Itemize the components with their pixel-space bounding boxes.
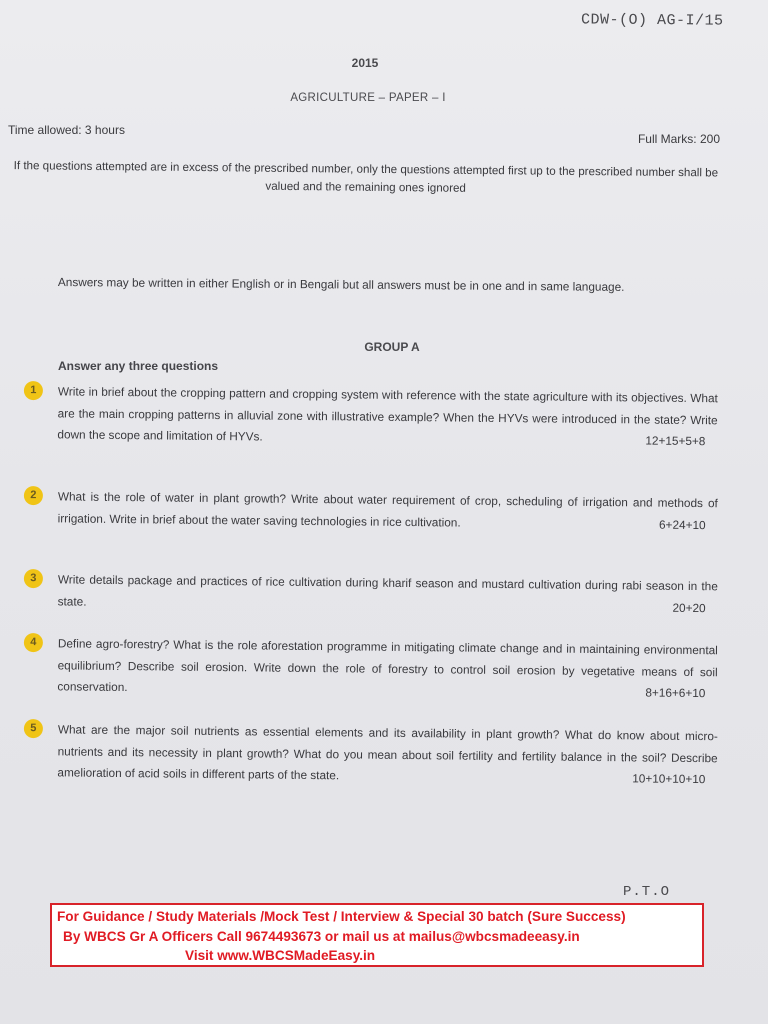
promo-line-2: By WBCS Gr A Officers Call 9674493673 or mail us at mailus@wbcsmadeeasy.in	[63, 928, 580, 944]
group-instruction: Answer any three questions	[58, 359, 219, 373]
question-1	[23, 381, 718, 453]
question-text: What are the major soil nutrients as essential elements and its availability in plant growth? What do know about micro-nutrients and its necessity in plant growth? What do you mean about soil fertility and fertility balance in the soil? Describe amelioration of acid soils in different parts of the state. 10+10+10+10	[57, 719, 718, 790]
time-allowed: Time allowed: 3 hours	[8, 123, 125, 137]
question-marks: 20+20	[672, 600, 706, 615]
question-number-badge: 3	[24, 569, 43, 588]
paper-title: AGRICULTURE – PAPER – I	[290, 92, 446, 104]
question-text: What is the role of water in plant growth? Write about water requirement of crop, scheduling of irrigation and methods of irrigation. Write in brief about the water saving technologies in rice cultivation. 6+24+10	[58, 486, 718, 536]
question-3	[24, 569, 718, 619]
group-title: GROUP A	[364, 340, 420, 354]
question-number-badge: 5	[24, 719, 43, 738]
question-2	[24, 486, 718, 536]
question-marks: 6+24+10	[658, 517, 706, 532]
general-instruction: If the questions attempted are in excess of the prescribed number, only the questions attempted first up to the prescribed number shall be valued and the remaining ones ignored	[13, 159, 719, 195]
question-5	[23, 719, 718, 791]
full-marks: Full Marks: 200	[637, 132, 720, 146]
question-marks: 10+10+10+10	[632, 771, 706, 787]
question-number-badge: 1	[24, 381, 43, 400]
question-marks: 8+16+6+10	[645, 685, 706, 701]
question-text: Define agro-forestry? What is the role aforestation programme in mitigating climate change and in maintaining environmental equilibrium? Describe soil erosion. Write down the role of forestry to control soil erosion by vegetative means of soil conservation. 8+16+6+10	[57, 633, 718, 704]
promo-banner	[50, 903, 704, 967]
question-number-badge: 2	[24, 486, 43, 505]
question-marks: 12+15+5+8	[645, 433, 706, 449]
exam-year: 2015	[351, 56, 379, 70]
question-4	[23, 633, 718, 705]
promo-line-1: For Guidance / Study Materials /Mock Test / Interview & Special 30 batch (Sure Success)	[57, 909, 626, 924]
promo-link[interactable]: Visit www.WBCSMadeEasy.in	[185, 948, 376, 963]
language-note: Answers may be written in either English or in Bengali but all answers must be in one and in same language.	[57, 274, 625, 294]
paper-code: CDW-(O) AG-I/15	[581, 11, 725, 30]
please-turn-over: P.T.O	[622, 884, 670, 900]
question-text: Write in brief about the cropping pattern and cropping system with reference with the state agriculture with its objectives. What are the main cropping patterns in alluvial zone with illustrative example? When the HYVs were introduced in the state? Write down the scope and limitation of HYVs. 12+15+5+8	[57, 381, 718, 452]
question-number-badge: 4	[24, 633, 43, 652]
question-text: Write details package and practices of rice cultivation during kharif season and mustard cultivation during rabi season in the state. 20+20	[58, 569, 718, 619]
